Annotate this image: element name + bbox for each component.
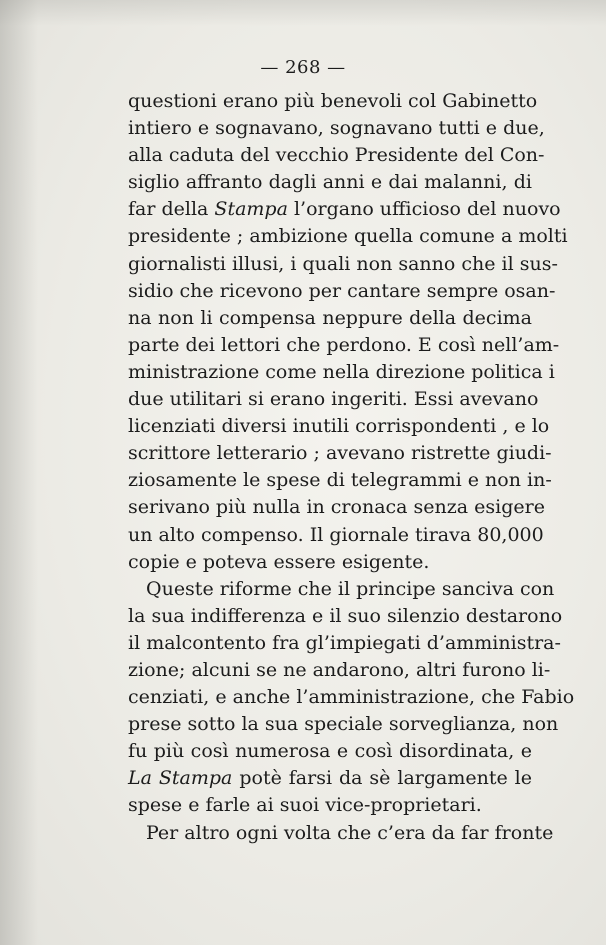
text-line: ziosamente le spese di telegrammi e non in-: [128, 469, 552, 492]
top-edge-shadow: [0, 0, 606, 26]
text-line: cenziati, e anche l’amministrazione, che Fabio: [128, 686, 575, 709]
text-line: due utilitari si erano ingeriti. Essi avevano: [128, 388, 539, 411]
text-line: un alto compenso. Il giornale tirava 80,000: [128, 523, 544, 546]
text-line: parte dei lettori che perdono. E così nell’am-: [128, 333, 560, 356]
text-line: ministrazione come nella direzione politica i: [128, 360, 555, 383]
text-line: serivano più nulla in cronaca senza esigere: [128, 496, 545, 519]
text-line: il malcontento fra gl’impiegati d’amministra-: [128, 631, 561, 654]
text-line: siglio affranto dagli anni e dai malanni, di: [128, 171, 532, 194]
text-line: copie e poteva essere esigente.: [128, 550, 430, 573]
text-line: zione; alcuni se ne andarono, altri furono li-: [128, 658, 551, 681]
text-line: sidio che ricevono per cantare sempre osan-: [128, 279, 556, 302]
newspaper-title: La Stampa: [128, 767, 233, 790]
text-fragment: far della: [128, 198, 215, 221]
text-line: na non li compensa neppure della decima: [128, 306, 532, 329]
binding-shadow: [0, 0, 38, 945]
text-line: [128, 765, 532, 792]
page-number: — 268 —: [260, 57, 346, 78]
text-line: giornalisti illusi, i quali non sanno che il sus-: [128, 252, 558, 275]
text-line: licenziati diversi inutili corrispondenti , e lo: [128, 415, 550, 438]
text-line: [128, 196, 561, 223]
text-fragment: potè farsi da sè largamente le: [232, 767, 532, 790]
text-line: Per altro ogni volta che c’era da far fronte: [146, 821, 554, 844]
newspaper-title: Stampa: [214, 198, 288, 221]
text-line: prese sotto la sua speciale sorveglianza, non: [128, 713, 559, 736]
text-line: presidente ; ambizione quella comune a molti: [128, 225, 568, 248]
text-line: intiero e sognavano, sognavano tutti e due,: [128, 117, 545, 140]
text-line: scrittore letterario ; avevano ristrette giudi-: [128, 442, 552, 465]
body-text: [128, 88, 575, 847]
text-fragment: l’organo ufficioso del nuovo: [287, 198, 561, 221]
text-line: Queste riforme che il principe sanciva con: [146, 577, 555, 600]
text-line: spese e farle ai suoi vice-proprietari.: [128, 794, 482, 817]
text-line: la sua indifferenza e il suo silenzio destarono: [128, 604, 563, 627]
text-line: fu più così numerosa e così disordinata, e: [128, 740, 532, 763]
text-line: questioni erano più benevoli col Gabinetto: [128, 90, 538, 112]
text-line: alla caduta del vecchio Presidente del Con-: [128, 144, 545, 167]
